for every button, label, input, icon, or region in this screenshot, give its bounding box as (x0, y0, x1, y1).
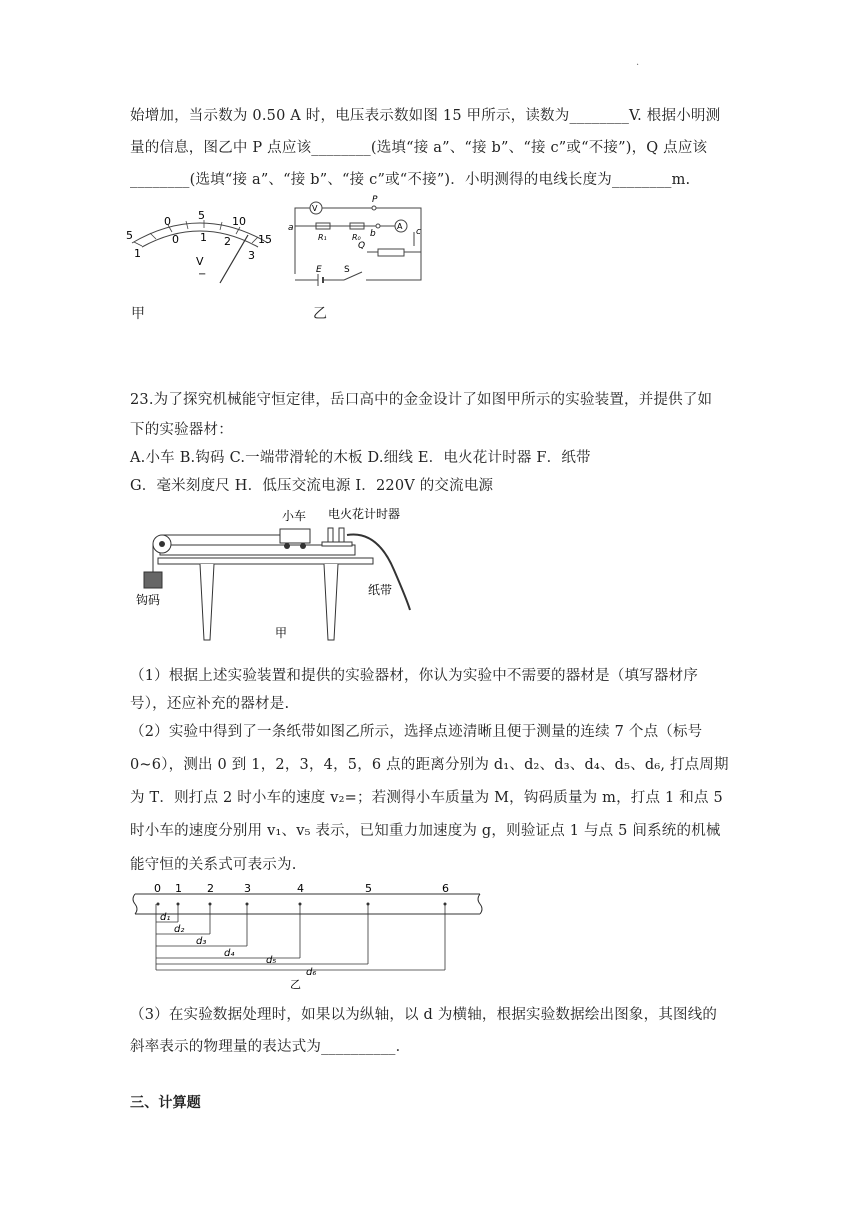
voltmeter-outer-tick-label: 5 (126, 229, 133, 242)
car-body (280, 529, 310, 543)
voltmeter-inner-tick-label: 0 (172, 233, 179, 246)
weight-label: 钩码 (136, 593, 161, 607)
q23-text-line-1: 23.为了探究机械能守恒定律，岳口高中的金金设计了如图甲所示的实验装置，并提供了如 (130, 392, 713, 408)
tape-point-label: 6 (442, 882, 449, 895)
tape-point-label: 2 (207, 882, 214, 895)
weight-block (144, 572, 162, 588)
tape-point-label: 4 (297, 882, 304, 895)
circuit-label: R₀ (352, 233, 361, 242)
circuit-label: A (397, 222, 403, 231)
q23-options-line-2: G．毫米刻度尺 H．低压交流电源 I．220V 的交流电源 (130, 478, 494, 494)
q23-options-line-1: A.小车 B.钩码 C.一端带滑轮的木板 D.细线 E．电火花计时器 F．纸带 (130, 450, 591, 466)
circuit-label: S (344, 265, 350, 275)
tape-point-label: 1 (175, 882, 182, 895)
voltmeter-unit: V (196, 255, 204, 268)
voltmeter-outer-tick-label: 5 (198, 209, 205, 222)
tape-distance-label: d₁ (160, 912, 171, 923)
circuit-label: Q (358, 241, 366, 251)
circuit-label: V (312, 204, 318, 213)
tape-distance-label: d₆ (306, 967, 317, 978)
q23-part2-line-4: 时小车的速度分别用 v₁、v₅ 表示，已知重力加速度为 g，则验证点 1 与点 5 间系统的机械 (130, 823, 721, 839)
circuit-figure (288, 190, 438, 290)
q22-text-line-1: 始增加，当示数为 0.50 A 时，电压表示数如图 15 甲所示，读数为________V. 根据小明测 (130, 108, 721, 124)
q23-part3-line-1: （3）在实验数据处理时，如果以为纵轴，以 d 为横轴，根据实验数据绘出图象，其图线的 (130, 1007, 718, 1023)
q23-part3-line-2: 斜率表示的物理量的表达式为__________． (130, 1039, 411, 1055)
tape-distance-label: d₂ (174, 924, 185, 935)
apparatus-caption: 甲 (275, 626, 288, 640)
voltmeter-outer-tick-label: 10 (232, 215, 246, 228)
voltmeter-figure (120, 205, 280, 285)
circuit-label: E (316, 265, 322, 275)
tape-figure (130, 882, 490, 992)
voltmeter-minus: − (198, 269, 207, 280)
tape-distance-label: d₅ (266, 955, 277, 966)
voltmeter-inner-tick-label: 2 (224, 235, 231, 248)
tape-distance-label: d₄ (224, 948, 235, 959)
circuit-label: P (372, 195, 378, 205)
tape-point-label: 3 (244, 882, 251, 895)
tape-distance-label: d₃ (196, 936, 207, 947)
voltmeter-outer-tick-label: 0 (164, 215, 171, 228)
circuit-label: a (288, 223, 294, 233)
voltmeter-inner-tick-label: 1 (200, 231, 207, 244)
timer-label: 电火花计时器 (328, 507, 401, 521)
q22-text-line-2: 量的信息，图乙中 P 点应该________(选填“接 a”、“接 b”、“接 c”或“不接”)，Q 点应该 (130, 140, 708, 156)
voltmeter-inner-tick-label: 3 (248, 249, 255, 262)
tape-label: 纸带 (368, 583, 393, 597)
q23-part2-line-3: 为 T．则打点 2 时小车的速度 v₂=；若测得小车质量为 M，钩码质量为 m，打点 1 和点 5 (130, 790, 723, 806)
figure-caption-jia: 甲 (131, 306, 145, 322)
q23-part2-line-2: 0~6），测出 0 到 1，2，3，4，5，6 点的距离分别为 d₁、d₂、d₃、d₄、d₅、d₆, 打点周期 (130, 757, 729, 773)
q23-part2-line-1: （2）实验中得到了一条纸带如图乙所示，选择点迹清晰且便于测量的连续 7 个点（标号 (130, 724, 703, 740)
q23-text-line-2: 下的实验器材： (130, 422, 233, 438)
circuit-label: b (370, 229, 376, 239)
q23-part2-line-5: 能守恒的关系式可表示为. (130, 857, 297, 873)
figure-caption-yi: 乙 (313, 306, 327, 322)
section-heading: 三、计算题 (130, 1095, 201, 1111)
q23-part1-line-1: （1）根据上述实验装置和提供的实验器材，你认为实验中不需要的器材是（填写器材序 (130, 668, 699, 684)
circuit-label: R₁ (318, 233, 327, 242)
q22-text-line-3: ________(选填“接 a”、“接 b”、“接 c”或“不接”)．小明测得的电线长度为________m. (130, 172, 691, 188)
corner-mark: · (636, 60, 640, 71)
q23-part1-line-2: 号），还应补充的器材是. (130, 696, 290, 712)
voltmeter-outer-tick-label: 15 (258, 233, 272, 246)
apparatus-figure (132, 500, 432, 645)
tape-caption: 乙 (290, 978, 301, 991)
circuit-label: c (416, 227, 421, 237)
tape-point-label: 5 (365, 882, 372, 895)
car-label: 小车 (282, 509, 307, 523)
tape-point-label: 0 (154, 882, 161, 895)
voltmeter-inner-tick-label: 1 (134, 247, 141, 260)
